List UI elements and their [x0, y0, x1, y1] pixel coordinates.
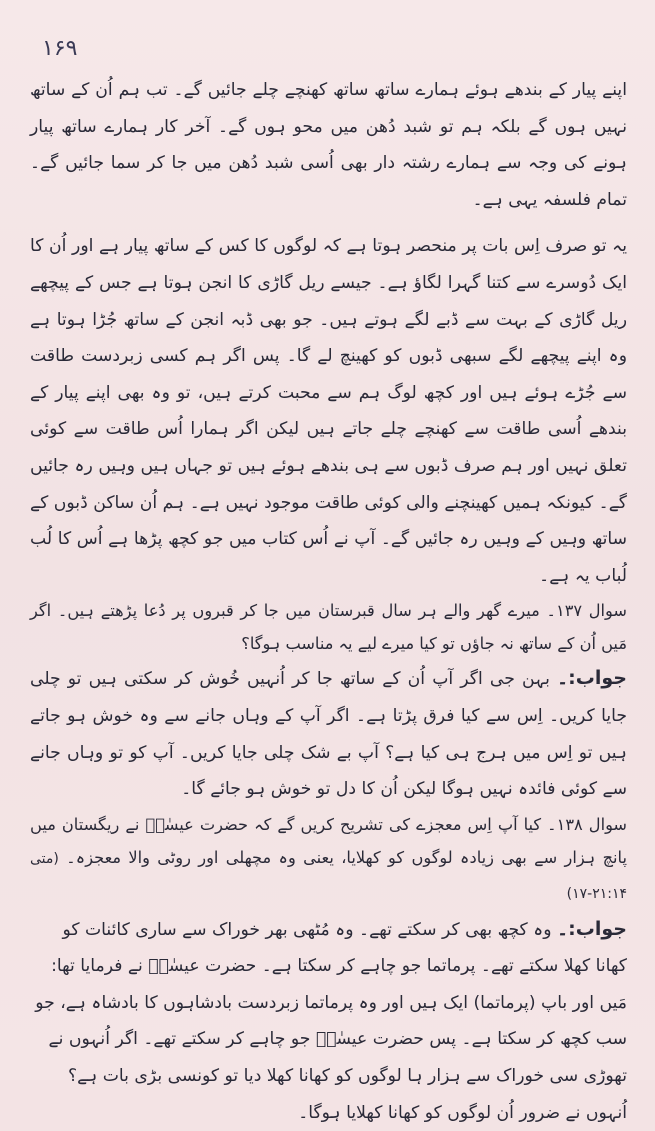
page-text — [30, 72, 627, 1123]
paragraph: اپنے پیار کے بندھے ہوئے ہمارے ساتھ ساتھ کھنچے چلے جائیں گے۔ تب ہم اُن کے ساتھ نہیں ہوں گے بلکہ ہم تو شبد دُھن میں محو ہوں گے۔ آخر کار ہمارے ساتھ پیار ہونے کی وجہ سے ہمارے رشتہ دار بھی اُسی شبد دُھن میں جا کر سما جائیں گے۔ تمام فلسفہ یہی ہے۔ — [30, 80, 627, 210]
answer-text: وہ کچھ بھی کر سکتے تھے۔ وہ مُٹھی بھر خوراک سے ساری کائنات کو کھانا کھلا سکتے تھے۔ پرماتما جو چاہے کر سکتا ہے۔ حضرت عیسٰےؑ نے فرمایا تھا: مَیں اور باپ (پرماتما) ایک ہیں اور وہ پرماتما زبردست بادشاہوں کا بادشاہ ہے، جو سب کچھ کر سکتا ہے۔ پس حضرت عیسٰےؑ جو چاہے کر سکتے تھے۔ اگر اُنہوں نے تھوڑی سی خوراک سے ہزار ہا لوگوں کو کھانا کھلا دیا تو کونسی بڑی بات ہے؟ اُنہوں نے ضرور اُن لوگوں کو کھانا کھلایا ہوگا۔ — [35, 919, 627, 1123]
answer-text: بہن جی اگر آپ اُن کے ساتھ جا کر اُنہیں خُوش کر سکتی ہیں تو چلی جایا کریں۔ اِس سے کیا فرق پڑتا ہے۔ اگر آپ کے وہاں جانے سے وہ خوش ہو جاتے ہیں تو اِس میں ہرج ہی کیا ہے؟ آپ بے شک چلی جایا کریں۔ آپ کو تو وہاں جانے سے کوئی فائدہ نہیں ہوگا لیکن اُن کا دل تو خوش ہو جائے گا۔ — [30, 669, 627, 800]
answer-137 — [30, 660, 627, 807]
answer-label: جواب:۔ — [557, 667, 627, 690]
answer-138 — [30, 911, 627, 1131]
page-number: ۱۶۹ — [42, 36, 78, 61]
question-138 — [30, 808, 627, 911]
question-text: سوال ۱۳۸۔ کیا آپ اِس معجزے کی تشریح کریں گے کہ حضرت عیسٰےؑ نے ریگستان میں پانچ ہزار سے بھی زیادہ لوگوں کو کھلایا، یعنی وہ مچھلی اور روٹی والا معجزہ۔ — [30, 814, 627, 867]
answer-label: جواب:۔ — [557, 917, 627, 940]
scripture-reference: (متی ۲۱:۱۴-۱۷) — [30, 850, 627, 902]
question-text: سوال ۱۳۷۔ میرے گھر والے ہر سال قبرستان میں جا کر قبروں پر دُعا پڑھتے ہیں۔ اگر مَیں اُن کے ساتھ نہ جاؤں تو کیا میرے لیے یہ مناسب ہوگا؟ — [30, 601, 627, 654]
question-137 — [30, 594, 627, 660]
paragraph: یہ تو صرف اِس بات پر منحصر ہوتا ہے کہ لوگوں کا کس کے ساتھ پیار ہے اور اُن کا ایک دُوسرے سے کتنا گہرا لگاؤ ہے۔ جیسے ریل گاڑی کا انجن ہوتا ہے جس کے پیچھے ریل گاڑی کے بہت سے ڈبے لگے ہوتے ہیں۔ جو بھی ڈبہ انجن کے ساتھ جُڑا ہوتا ہے وہ اپنے پیچھے لگے سبھی ڈبوں کو کھینچ لے گا۔ پس اگر ہم کسی زبردست طاقت سے جُڑے ہوئے ہیں اور کچھ لوگ ہم سے محبت کرتے ہیں، تو وہ بھی اپنے پیار کے بندھے اُسی طاقت سے کھنچے چلے جاتے ہیں لیکن اگر ہمارا اُس طاقت سے کوئی تعلق نہیں اور ہم صرف ڈبوں سے ہی بندھے ہوئے ہیں تو جہاں ہیں وہیں رہ جائیں گے۔ کیونکہ ہمیں کھینچنے والی کوئی طاقت موجود نہیں ہے۔ ہم اُن ساکن ڈبوں کے ساتھ وہیں کے وہیں رہ جائیں گے۔ آپ نے اُس کتاب میں جو کچھ پڑھا ہے اُس کا لُب لُباب یہ ہے۔ — [30, 236, 627, 586]
